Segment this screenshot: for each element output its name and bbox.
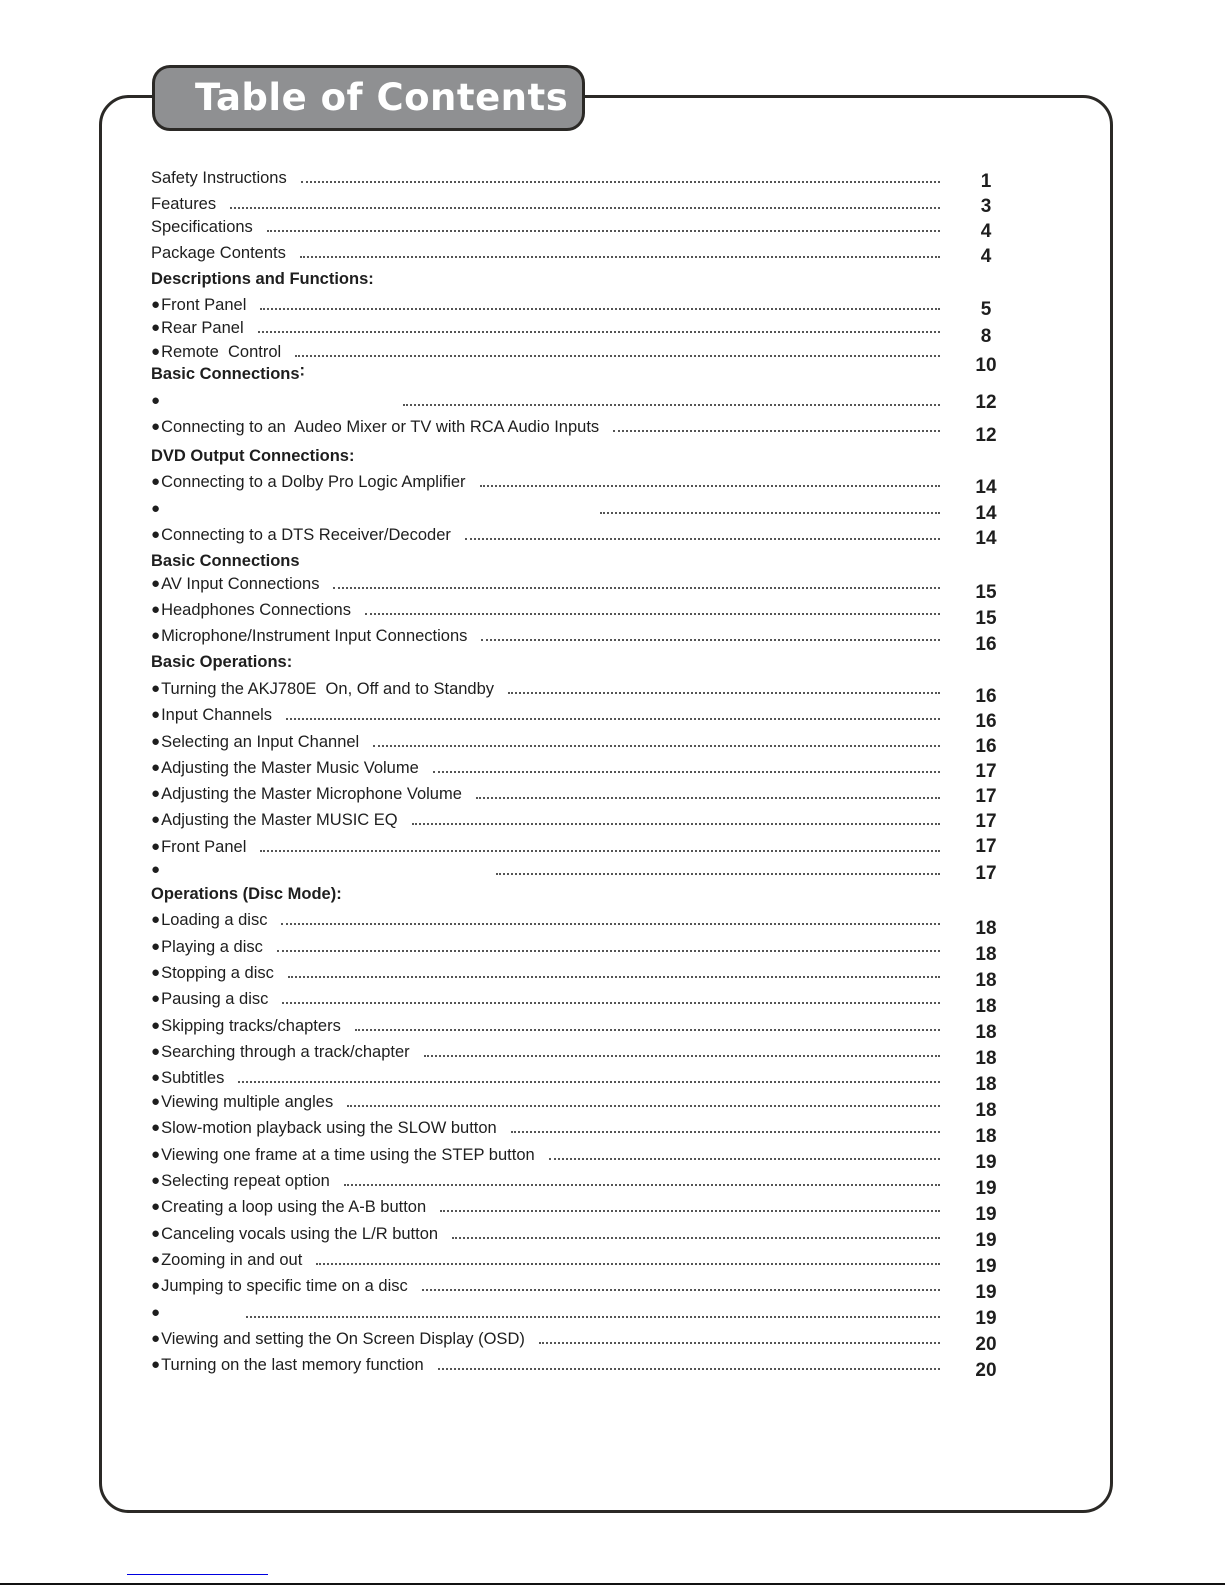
bullet-icon: ● bbox=[151, 811, 161, 828]
toc-page-number: 14 bbox=[975, 477, 997, 498]
toc-entry-label: Slow-motion playback using the SLOW button bbox=[161, 1119, 497, 1137]
toc-page-number: 20 bbox=[975, 1334, 997, 1355]
toc-section-heading bbox=[151, 884, 940, 904]
toc-entry-label: Playing a disc bbox=[161, 938, 263, 956]
toc-page-number: 18 bbox=[975, 970, 997, 991]
bullet-icon: ● bbox=[151, 601, 161, 618]
toc-entry-label: Rear Panel bbox=[161, 319, 244, 337]
toc-entry[interactable] bbox=[151, 574, 940, 594]
dot-leader bbox=[267, 230, 940, 232]
toc-page-number: 19 bbox=[975, 1308, 997, 1329]
toc-entry[interactable] bbox=[151, 168, 940, 188]
dot-leader bbox=[300, 256, 940, 258]
toc-entry-label: Subtitles bbox=[161, 1069, 225, 1087]
toc-page-number: 19 bbox=[975, 1178, 997, 1199]
toc-entry[interactable] bbox=[151, 1197, 940, 1217]
toc-entry-label: Input Channels bbox=[161, 706, 273, 724]
bullet-icon: ● bbox=[151, 526, 161, 543]
dot-leader bbox=[438, 1368, 940, 1370]
toc-page-number: 19 bbox=[975, 1256, 997, 1277]
toc-entry-label: Adjusting the Master Microphone Volume bbox=[161, 785, 462, 803]
toc-entry[interactable] bbox=[151, 937, 940, 957]
toc-page-number: 12 bbox=[975, 392, 997, 413]
toc-entry-label: Creating a loop using the A-B button bbox=[161, 1198, 427, 1216]
toc-entry-label: Microphone/Instrument Input Connections bbox=[161, 627, 468, 645]
dot-leader bbox=[344, 1184, 940, 1186]
dot-leader bbox=[238, 1081, 940, 1083]
dot-leader bbox=[480, 485, 940, 487]
toc-entry[interactable] bbox=[151, 1224, 940, 1244]
toc-entry[interactable] bbox=[151, 1250, 940, 1270]
dot-leader bbox=[465, 538, 940, 540]
toc-entry-label: Specifications bbox=[151, 218, 253, 236]
toc-section-heading bbox=[151, 551, 940, 571]
toc-page-number: 10 bbox=[975, 355, 997, 376]
bullet-icon: ● bbox=[151, 319, 161, 336]
dot-leader bbox=[230, 207, 940, 209]
dot-leader bbox=[347, 1105, 940, 1107]
toc-entry[interactable] bbox=[151, 784, 940, 804]
toc-page-number: 18 bbox=[975, 1022, 997, 1043]
toc-section-heading bbox=[151, 364, 940, 384]
toc-page-number: 19 bbox=[975, 1204, 997, 1225]
toc-entry[interactable] bbox=[151, 679, 940, 699]
dot-leader bbox=[365, 613, 940, 615]
toc-entry-label: Jumping to specific time on a disc bbox=[161, 1277, 408, 1295]
toc-entry[interactable] bbox=[151, 758, 940, 778]
toc-entry-label: AV Input Connections bbox=[161, 575, 320, 593]
toc-page-number: 8 bbox=[980, 326, 992, 347]
bullet-icon: ● bbox=[151, 1198, 161, 1215]
dot-leader bbox=[476, 797, 940, 799]
toc-page-number: 18 bbox=[975, 1100, 997, 1121]
dot-leader bbox=[373, 745, 940, 747]
toc-entry-label: Descriptions and Functions: bbox=[151, 270, 374, 288]
toc-entry[interactable] bbox=[151, 600, 940, 620]
toc-entry[interactable] bbox=[151, 705, 940, 725]
toc-entry-label: Canceling vocals using the L/R button bbox=[161, 1225, 439, 1243]
dot-leader bbox=[412, 823, 940, 825]
toc-entry[interactable] bbox=[151, 732, 940, 752]
toc-page-number: 18 bbox=[975, 1126, 997, 1147]
toc-entry-label: Pausing a disc bbox=[161, 990, 269, 1008]
bullet-icon: ● bbox=[151, 838, 161, 855]
toc-entry[interactable] bbox=[151, 417, 940, 437]
toc-entry-label: Features bbox=[151, 195, 217, 213]
toc-entry-label: Zooming in and out bbox=[161, 1251, 303, 1269]
toc-page-number: 17 bbox=[975, 836, 997, 857]
dot-leader bbox=[286, 718, 940, 720]
toc-entry-label: Viewing one frame at a time using the STEP button bbox=[161, 1146, 535, 1164]
bullet-icon: ● bbox=[151, 1251, 161, 1268]
toc-page-number: 3 bbox=[980, 196, 992, 217]
dot-leader bbox=[452, 1237, 940, 1239]
dot-leader bbox=[258, 331, 940, 333]
toc-entry[interactable] bbox=[151, 1329, 940, 1349]
toc-page-number: 14 bbox=[975, 503, 997, 524]
bullet-icon: ● bbox=[151, 911, 161, 928]
toc-entry-label: Adjusting the Master Music Volume bbox=[161, 759, 419, 777]
toc-entry-label: Stopping a disc bbox=[161, 964, 274, 982]
bullet-icon: ● bbox=[151, 938, 161, 955]
toc-entry-label: Skipping tracks/chapters bbox=[161, 1017, 341, 1035]
bullet-icon: ● bbox=[151, 680, 161, 697]
toc-entry-label: Basic Operations: bbox=[151, 653, 293, 671]
bullet-icon: ● bbox=[151, 759, 161, 776]
bullet-icon: ● bbox=[151, 627, 161, 644]
toc-entry[interactable] bbox=[151, 989, 940, 1009]
toc-entry-label: Headphones Connections bbox=[161, 601, 351, 619]
dot-leader bbox=[496, 873, 940, 875]
toc-entry[interactable] bbox=[151, 243, 940, 263]
bullet-icon: ● bbox=[151, 1093, 161, 1110]
toc-page-number: 4 bbox=[980, 246, 992, 267]
dot-leader bbox=[301, 181, 940, 183]
toc-entry-label: Remote Control bbox=[161, 343, 282, 361]
toc-entry-label: Selecting an Input Channel bbox=[161, 733, 360, 751]
toc-entry-label: Viewing multiple angles bbox=[161, 1093, 334, 1111]
toc-page-number: 16 bbox=[975, 686, 997, 707]
toc-entry-label: Turning on the last memory function bbox=[161, 1356, 424, 1374]
bullet-icon: ● bbox=[151, 1119, 161, 1136]
bullet-icon: ● bbox=[151, 990, 161, 1007]
bullet-icon: ● bbox=[151, 1304, 161, 1321]
toc-entry-label: Searching through a track/chapter bbox=[161, 1043, 410, 1061]
toc-entry[interactable] bbox=[151, 1145, 940, 1165]
toc-section-heading bbox=[151, 269, 940, 289]
toc-entry[interactable] bbox=[151, 342, 940, 362]
dot-leader bbox=[600, 512, 940, 514]
bullet-icon: ● bbox=[151, 785, 161, 802]
page-title: Table of Contents bbox=[195, 76, 569, 119]
bullet-icon: ● bbox=[151, 575, 161, 592]
bullet-icon: ● bbox=[151, 706, 161, 723]
toc-entry[interactable] bbox=[151, 1118, 940, 1138]
toc-page-number: 1 bbox=[980, 171, 992, 192]
toc-section-heading bbox=[151, 446, 940, 466]
toc-page-number: 12 bbox=[975, 425, 997, 446]
dot-leader bbox=[288, 976, 940, 978]
toc-page-number: 18 bbox=[975, 996, 997, 1017]
toc-page-number: 18 bbox=[975, 1074, 997, 1095]
toc-entry-label: Adjusting the Master MUSIC EQ bbox=[161, 811, 398, 829]
toc-page-number: 15 bbox=[975, 608, 997, 629]
link-underline bbox=[127, 1574, 268, 1575]
toc-page-number: 17 bbox=[975, 786, 997, 807]
bullet-icon: ● bbox=[151, 733, 161, 750]
toc-entry[interactable] bbox=[151, 810, 940, 830]
dot-leader bbox=[481, 639, 940, 641]
toc-page-number: 16 bbox=[975, 711, 997, 732]
bullet-icon: ● bbox=[151, 392, 161, 409]
toc-entry-label: Connecting to a DTS Receiver/Decoder bbox=[161, 526, 451, 544]
dot-leader bbox=[539, 1342, 940, 1344]
dot-leader bbox=[277, 950, 940, 952]
dot-leader bbox=[440, 1210, 940, 1212]
toc-page-number: 20 bbox=[975, 1360, 997, 1381]
toc-entry[interactable] bbox=[151, 194, 940, 214]
title-tab bbox=[152, 65, 585, 131]
dot-leader bbox=[260, 850, 940, 852]
dot-leader bbox=[295, 355, 940, 357]
bullet-icon: ● bbox=[151, 1146, 161, 1163]
toc-entry-label: Turning the AKJ780E On, Off and to Standby bbox=[161, 680, 495, 698]
toc-page-number: 17 bbox=[975, 863, 997, 884]
dot-leader bbox=[246, 1316, 940, 1318]
toc-entry[interactable] bbox=[151, 1171, 940, 1191]
toc-entry[interactable] bbox=[151, 1276, 940, 1296]
toc-entry[interactable] bbox=[151, 626, 940, 646]
toc-entry-label: Safety Instructions bbox=[151, 169, 287, 187]
toc-entry[interactable] bbox=[151, 499, 940, 519]
toc-entry[interactable] bbox=[151, 1355, 940, 1375]
dot-leader bbox=[333, 587, 940, 589]
bullet-icon: ● bbox=[151, 1330, 161, 1347]
toc-page-number: 14 bbox=[975, 528, 997, 549]
bullet-icon: ● bbox=[151, 343, 161, 360]
toc-page-number: 18 bbox=[975, 1048, 997, 1069]
bullet-icon: ● bbox=[151, 1017, 161, 1034]
dot-leader bbox=[433, 771, 940, 773]
toc-section-heading bbox=[151, 652, 940, 672]
bullet-icon: ● bbox=[151, 296, 161, 313]
bullet-icon: ● bbox=[151, 964, 161, 981]
dot-leader bbox=[549, 1158, 940, 1160]
toc-entry[interactable] bbox=[151, 295, 940, 315]
bullet-icon: ● bbox=[151, 1225, 161, 1242]
toc-entry[interactable] bbox=[151, 525, 940, 545]
toc-entry[interactable] bbox=[151, 963, 940, 983]
bullet-icon: ● bbox=[151, 418, 161, 435]
toc-page-number: 19 bbox=[975, 1282, 997, 1303]
dot-leader bbox=[260, 308, 940, 310]
toc-entry[interactable] bbox=[151, 391, 940, 411]
toc-page-number: 4 bbox=[980, 221, 992, 242]
toc-entry-label: Basic Connections bbox=[151, 552, 300, 570]
toc-page-number: 17 bbox=[975, 811, 997, 832]
dot-leader bbox=[355, 1029, 940, 1031]
toc-entry-label: Front Panel bbox=[161, 296, 247, 314]
bullet-icon: ● bbox=[151, 1043, 161, 1060]
toc-entry[interactable] bbox=[151, 1042, 940, 1062]
toc-entry[interactable] bbox=[151, 1068, 940, 1088]
toc-entry-label: Operations (Disc Mode): bbox=[151, 885, 342, 903]
dot-leader bbox=[613, 430, 940, 432]
bullet-icon: ● bbox=[151, 1069, 161, 1086]
toc-entry[interactable] bbox=[151, 1092, 940, 1112]
toc-entry[interactable] bbox=[151, 1016, 940, 1036]
toc-entry[interactable] bbox=[151, 318, 940, 338]
bullet-icon: ● bbox=[151, 473, 161, 490]
toc-page-number: 18 bbox=[975, 918, 997, 939]
toc-entry-label: Basic Connections˸ bbox=[151, 365, 306, 383]
toc-entry[interactable] bbox=[151, 860, 940, 880]
bullet-icon: ● bbox=[151, 861, 161, 878]
dot-leader bbox=[281, 923, 940, 925]
toc-entry-label: Package Contents bbox=[151, 244, 286, 262]
toc-entry-label: Connecting to a Dolby Pro Logic Amplifier bbox=[161, 473, 466, 491]
toc-page-number: 18 bbox=[975, 944, 997, 965]
toc-entry[interactable] bbox=[151, 910, 940, 930]
bullet-icon: ● bbox=[151, 1356, 161, 1373]
toc-page-number: 19 bbox=[975, 1230, 997, 1251]
dot-leader bbox=[422, 1289, 940, 1291]
dot-leader bbox=[424, 1055, 940, 1057]
toc-page-number: 5 bbox=[980, 299, 992, 320]
toc-entry[interactable] bbox=[151, 472, 940, 492]
toc-entry-label: Viewing and setting the On Screen Display (OSD) bbox=[161, 1330, 525, 1348]
bullet-icon: ● bbox=[151, 500, 161, 517]
toc-page-number: 16 bbox=[975, 634, 997, 655]
toc-entry[interactable] bbox=[151, 217, 940, 237]
toc-entry-label: Connecting to an Audeo Mixer or TV with RCA Audio Inputs bbox=[161, 418, 600, 436]
toc-entry-label: Selecting repeat option bbox=[161, 1172, 330, 1190]
toc-page-number: 15 bbox=[975, 582, 997, 603]
dot-leader bbox=[282, 1002, 940, 1004]
toc-entry-label: Front Panel bbox=[161, 838, 247, 856]
dot-leader bbox=[403, 404, 940, 406]
toc-page-number: 17 bbox=[975, 761, 997, 782]
dot-leader bbox=[508, 692, 940, 694]
toc-entry[interactable] bbox=[151, 837, 940, 857]
toc-entry-label: DVD Output Connections: bbox=[151, 447, 355, 465]
bullet-icon: ● bbox=[151, 1172, 161, 1189]
toc-page-number: 16 bbox=[975, 736, 997, 757]
bullet-icon: ● bbox=[151, 1277, 161, 1294]
toc-entry-label: Loading a disc bbox=[161, 911, 268, 929]
toc-entry[interactable] bbox=[151, 1303, 940, 1323]
dot-leader bbox=[316, 1263, 940, 1265]
dot-leader bbox=[511, 1131, 940, 1133]
toc-page-number: 19 bbox=[975, 1152, 997, 1173]
